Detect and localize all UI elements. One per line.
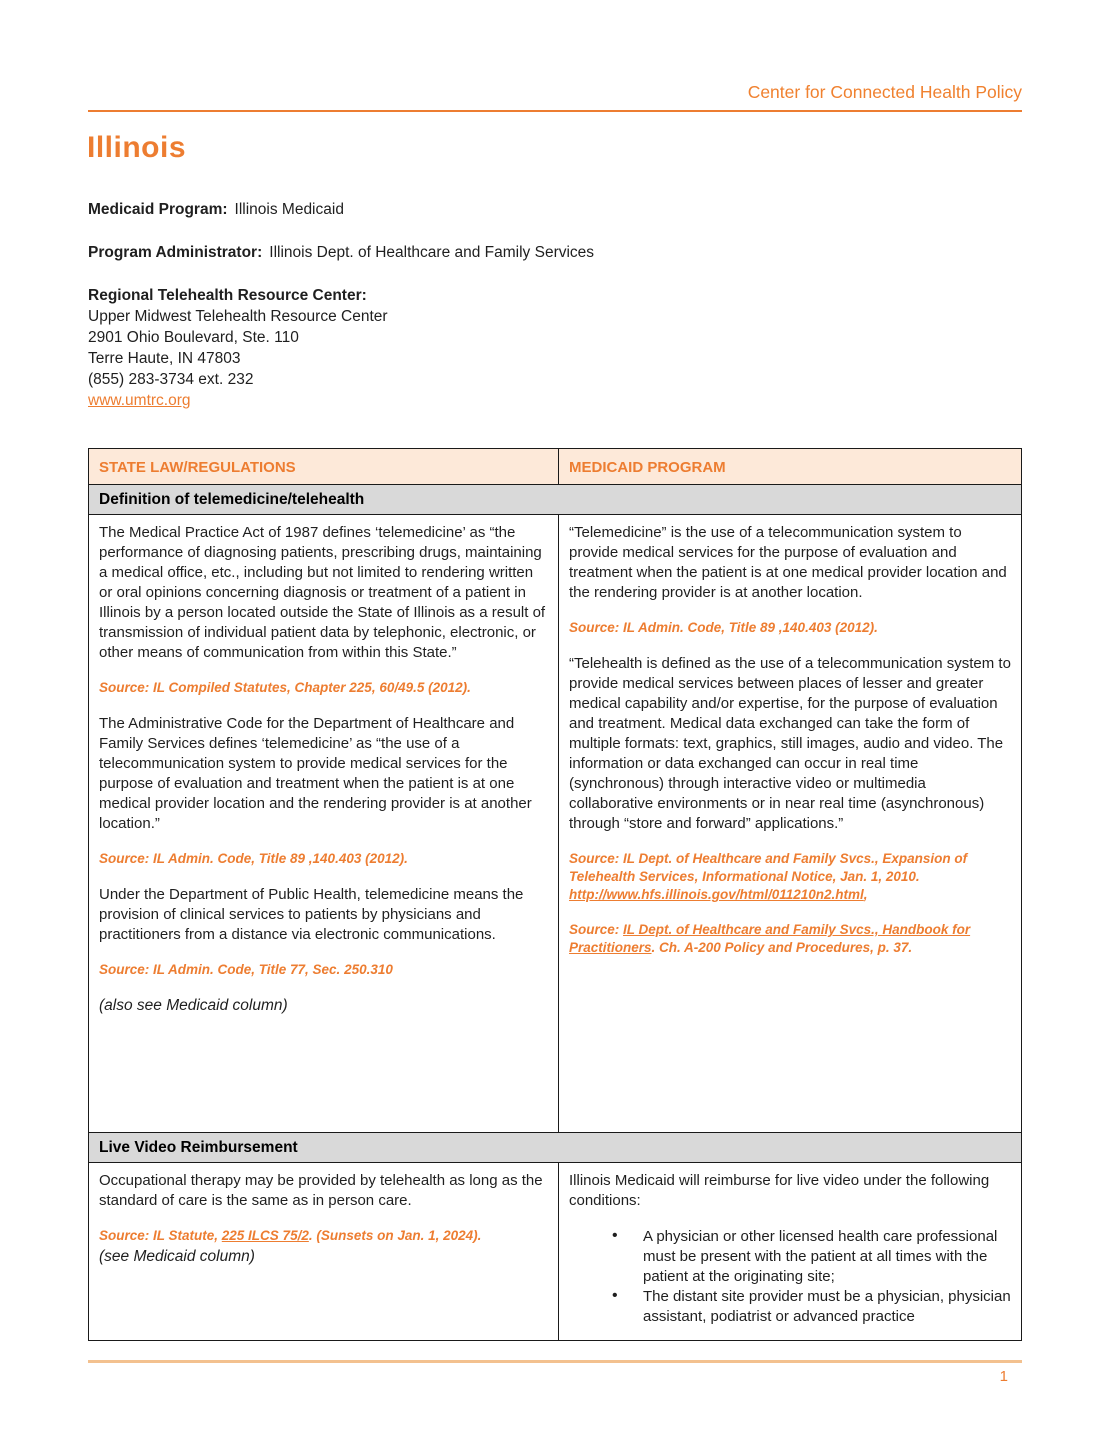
conditions-list	[569, 1227, 1013, 1327]
source-citation-tail: ,	[863, 887, 868, 902]
rtrc-label: Regional Telehealth Resource Center:	[88, 287, 367, 304]
program-administrator-label: Program Administrator:	[88, 244, 263, 261]
live-video-state-law-cell	[89, 1163, 559, 1340]
policy-table	[88, 448, 1022, 1341]
list-item: • A physician or other licensed health care professional must be present with the patient at all times with the patient at the originating site;	[643, 1227, 1013, 1287]
section-band-definition: Definition of telemedicine/telehealth	[89, 484, 1021, 515]
handbook-practitioners-link[interactable]: IL Dept. of Healthcare and Family Svcs., Handbook for Practitioners	[569, 922, 971, 955]
ilcs-statute-link[interactable]: 225 ILCS 75/2	[221, 1228, 309, 1243]
paragraph: The Administrative Code for the Department of Healthcare and Family Services defines ‘telemedicine’ as “the use of a telecommunication system to provide medical services for the purpose of evaluation and treatment when the patient is at one medical provider location and the rendering provider is at another location.”	[99, 715, 532, 832]
source-citation: Source: IL Compiled Statutes, Chapter 225, 60/49.5 (2012).	[99, 680, 471, 695]
paragraph: The Medical Practice Act of 1987 defines ‘telemedicine’ as “the performance of diagnosing patients, prescribing drugs, maintaining a medical office, etc., including but not limited to rendering written or oral opinions concerning diagnosis or treatment of a patient in Illinois by a person located outside the State of Illinois as a result of transmission of individual patient data by telephonic, electronic, or other means of communication from within this State.”	[99, 524, 546, 661]
table-header-row	[89, 449, 1021, 484]
medicaid-program-label: Medicaid Program:	[88, 201, 228, 218]
cross-reference-note: (also see Medicaid column)	[99, 997, 288, 1014]
medicaid-program-value: Illinois Medicaid	[234, 201, 344, 218]
list-item: • The distant site provider must be a physician, physician assistant, podiatrist or advanced practice	[643, 1287, 1013, 1327]
rtrc-website-link[interactable]: www.umtrc.org	[88, 392, 191, 409]
source-citation-tail: . Ch. A-200 Policy and Procedures, p. 37.	[651, 940, 913, 955]
live-video-row	[89, 1163, 1021, 1340]
paragraph: Occupational therapy may be provided by telehealth as long as the standard of care is the same as in person care.	[99, 1172, 543, 1209]
cross-reference-note: (see Medicaid column)	[99, 1248, 255, 1265]
source-citation	[569, 921, 1013, 957]
header-divider	[88, 110, 1022, 112]
source-citation-prefix: Source:	[569, 922, 624, 937]
hfs-notice-link[interactable]: http://www.hfs.illinois.gov/html/011210n2.html	[569, 887, 864, 902]
definition-medicaid-cell	[559, 515, 1021, 1132]
rtrc-city: Terre Haute, IN 47803	[88, 350, 241, 367]
telehealth-resource-center-block	[88, 285, 388, 411]
definition-state-law-cell	[89, 515, 559, 1132]
page-number: 1	[999, 1368, 1008, 1385]
column-header-medicaid-program: MEDICAID PROGRAM	[569, 459, 726, 476]
medicaid-program-line	[88, 199, 344, 220]
rtrc-name: Upper Midwest Telehealth Resource Center	[88, 308, 388, 325]
source-citation: Source: IL Admin. Code, Title 89 ,140.403 (2012).	[99, 851, 408, 866]
source-citation-tail: . (Sunsets on Jan. 1, 2024).	[308, 1228, 482, 1243]
footer-divider	[88, 1360, 1022, 1363]
source-citation-text: Source: IL Dept. of Healthcare and Family Svcs., Expansion of Telehealth Services, Informational Notice, Jan. 1, 2010.	[569, 851, 968, 884]
column-header-state-law: STATE LAW/REGULATIONS	[89, 449, 559, 484]
paragraph: Under the Department of Public Health, telemedicine means the provision of clinical services to patients by physicians and practitioners from a distance via electronic communications.	[99, 886, 524, 943]
source-citation: Source: IL Admin. Code, Title 89 ,140.403 (2012).	[569, 620, 878, 635]
source-citation-prefix: Source: IL Statute,	[99, 1228, 222, 1243]
program-administrator-value: Illinois Dept. of Healthcare and Family Services	[269, 244, 595, 261]
rtrc-street: 2901 Ohio Boulevard, Ste. 110	[88, 329, 299, 346]
brand-header: Center for Connected Health Policy	[747, 82, 1022, 102]
program-administrator-line	[88, 242, 594, 263]
section-band-live-video: Live Video Reimbursement	[89, 1132, 1021, 1163]
live-video-medicaid-cell	[559, 1163, 1021, 1340]
rtrc-phone: (855) 283-3734 ext. 232	[88, 371, 254, 388]
source-citation	[99, 1227, 550, 1245]
definition-row	[89, 515, 1021, 1132]
paragraph: “Telehealth is defined as the use of a telecommunication system to provide medical services between places of lesser and greater medical capability and/or expertise, for the purpose of evaluation and treatment. Medical data exchanged can take the form of multiple formats: text, graphics, still images, audio and video. The information or data exchanged can occur in real time (synchronous) through interactive video or multimedia collaborative environments or in near real time (asynchronous) through “store and forward” applications.”	[569, 655, 1011, 832]
paragraph: Illinois Medicaid will reimburse for live video under the following conditions:	[569, 1172, 990, 1209]
source-citation	[569, 850, 1013, 904]
source-citation: Source: IL Admin. Code, Title 77, Sec. 250.310	[99, 962, 393, 977]
paragraph: “Telemedicine” is the use of a telecommunication system to provide medical services for the purpose of evaluation and treatment when the patient is at one medical provider location and the rendering provider is at another location.	[569, 524, 1007, 601]
page-title: Illinois	[87, 131, 187, 164]
